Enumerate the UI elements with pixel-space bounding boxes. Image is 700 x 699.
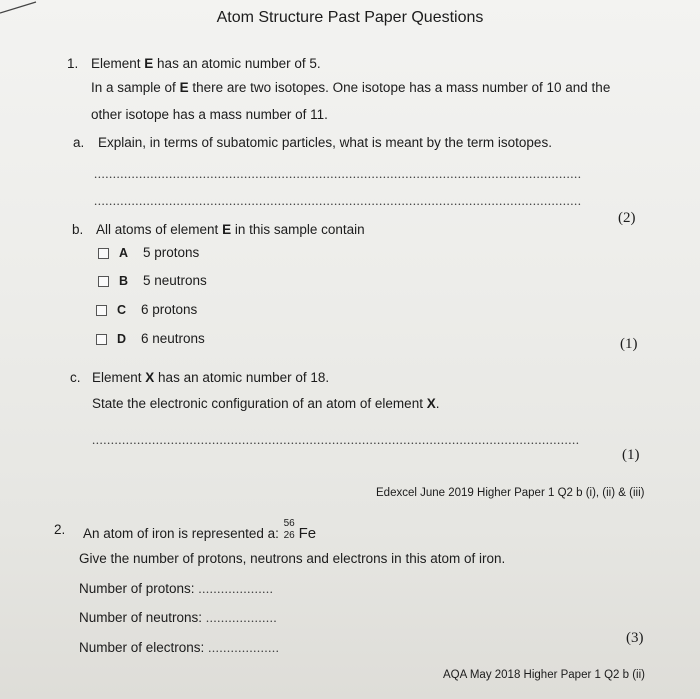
- neutrons-answer-dots: ...................: [205, 610, 278, 625]
- electrons-answer-dots: ...................: [208, 640, 280, 655]
- q1-line1: Element E has an atomic number of 5.: [91, 56, 321, 71]
- q1a-answer-line-1: ..................................................................................................................................: [94, 166, 582, 181]
- q1b-option-a[interactable]: A 5 protons: [98, 245, 199, 260]
- q1c-marks: (1): [622, 447, 640, 463]
- page-title: Atom Structure Past Paper Questions: [216, 9, 484, 26]
- q1b-label: b.: [72, 222, 84, 237]
- protons-answer-dots: ....................: [198, 581, 274, 596]
- checkbox-icon[interactable]: [98, 248, 109, 259]
- q1-line2: In a sample of E there are two isotopes. One isotope has a mass number of 10 and the: [91, 80, 611, 95]
- q1b-option-c[interactable]: C 6 protons: [96, 302, 197, 317]
- checkbox-icon[interactable]: [96, 305, 107, 316]
- q1b-text: All atoms of element E in this sample contain: [96, 222, 365, 237]
- q1c-line1: Element X has an atomic number of 18.: [92, 370, 330, 385]
- q1a-marks: (2): [618, 210, 636, 226]
- q2-marks: (3): [626, 630, 644, 646]
- q1a-text: Explain, in terms of subatomic particles, what is meant by the term isotopes.: [98, 135, 552, 150]
- q1-number: 1.: [67, 56, 79, 71]
- q1c-answer-line: ..................................................................................................................................: [92, 432, 580, 447]
- q2-line1: An atom of iron is represented a: 56 26 Fe: [83, 518, 317, 542]
- q1c-line2: State the electronic configuration of an atom of element X.: [92, 396, 440, 411]
- q2-source: AQA May 2018 Higher Paper 1 Q2 b (ii): [443, 669, 645, 681]
- q2-electrons-row: Number of electrons: ...................: [79, 640, 280, 655]
- q1b-option-b[interactable]: B 5 neutrons: [98, 273, 207, 288]
- q1b-option-d[interactable]: D 6 neutrons: [96, 331, 205, 346]
- q2-line2: Give the number of protons, neutrons and electrons in this atom of iron.: [79, 551, 506, 566]
- q1b-marks: (1): [620, 336, 638, 352]
- q1a-answer-line-2: ..................................................................................................................................: [94, 193, 582, 208]
- q1c-label: c.: [70, 370, 81, 385]
- q2-neutrons-row: Number of neutrons: ...................: [79, 610, 278, 625]
- q2-number: 2.: [54, 522, 66, 537]
- q1-line3: other isotope has a mass number of 11.: [91, 107, 328, 122]
- isotope-notation: 56 26: [283, 518, 295, 541]
- q1-source: Edexcel June 2019 Higher Paper 1 Q2 b (i), (ii) & (iii): [376, 487, 645, 499]
- q1a-label: a.: [73, 135, 85, 150]
- checkbox-icon[interactable]: [96, 334, 107, 345]
- checkbox-icon[interactable]: [98, 276, 109, 287]
- q2-protons-row: Number of protons: ....................: [79, 581, 274, 596]
